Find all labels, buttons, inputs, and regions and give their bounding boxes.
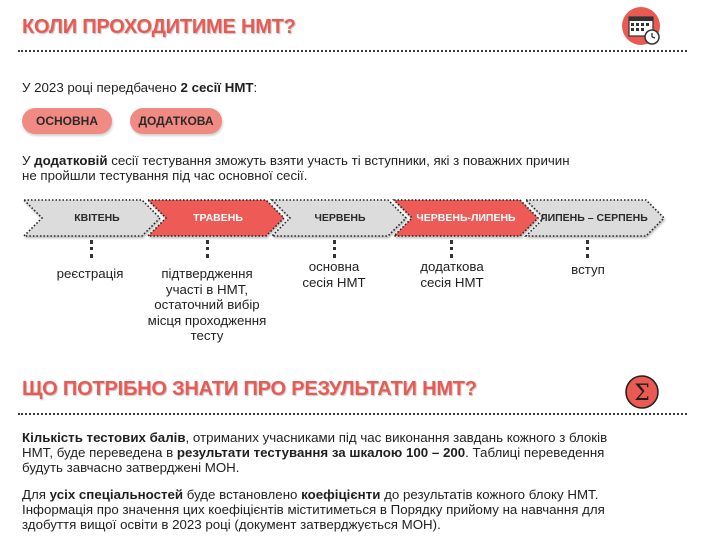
caption-july-august: вступ [571,262,605,277]
section-divider [18,413,687,415]
results-paragraph-coefficients: Для усіх спеціальностей буде встановлено коефіцієнти до результатів кожного блоку НМТ. Інформація про значення цих коефіцієнтів міститиметься в Порядку прийому на навчання для здобуття вищої освіти в 2023 році (документ затверджується МОН). [22,487,605,532]
section-title-when: КОЛИ ПРОХОДИТИМЕ НМТ? [22,16,296,38]
svg-text:Σ: Σ [634,381,650,406]
connector-july-august [586,240,589,258]
caption-may: підтвердження участі в НМТ, остаточний вибір місця проходження тесту [147,266,267,343]
connector-june [333,240,336,258]
stage-label-april: КВІТЕНЬ [74,212,120,224]
additional-session-badge: ДОДАТКОВА [130,108,222,134]
calendar-clock-icon [621,6,663,48]
section-title-results: ЩО ПОТРІБНО ЗНАТИ ПРО РЕЗУЛЬТАТИ НМТ? [22,378,477,400]
connector-may [206,240,209,258]
additional-session-note: У додатковій сесії тестування зможуть взяти участь ті вступники, які з поважних причин не пройшли тестування під час основної сесії. [22,153,570,183]
caption-june-july: додаткова сесія НМТ [420,259,484,290]
results-paragraph-scores: Кількість тестових балів, отриманих учасниками під час виконання завдань кожного з блоків НМТ, буде переведена в результати тестування за шкалою 100 – 200. Таблиці переведення будуть завчасно затверджені МОН. [22,430,608,475]
sigma-icon [624,374,660,410]
stage-label-june-july: ЧЕРВЕНЬ-ЛИПЕНЬ [416,212,516,224]
connector-april [90,240,93,258]
stage-label-july-august: ЛИПЕНЬ – СЕРПЕНЬ [540,212,648,224]
section-divider [18,50,687,52]
connector-june-july [450,240,453,258]
sessions-intro: У 2023 році передбачено 2 сесії НМТ: [22,80,258,95]
caption-april: реєстрація [56,266,124,281]
caption-june: основна сесія НМТ [302,259,366,290]
timeline [22,198,666,240]
stage-label-june: ЧЕРВЕНЬ [314,212,366,224]
main-session-badge: ОСНОВНА [22,108,112,134]
stage-label-may: ТРАВЕНЬ [193,212,243,224]
